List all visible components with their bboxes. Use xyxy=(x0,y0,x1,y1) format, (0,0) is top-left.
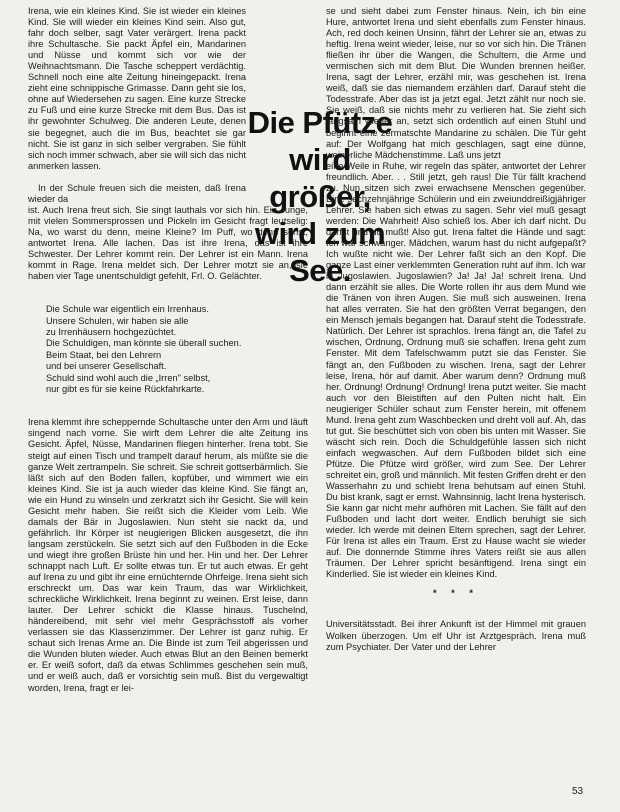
poem-line: zu Irrenhäusern hochgezüchtet. xyxy=(46,326,177,337)
poem xyxy=(46,304,308,395)
poem-line: nur gibt es für sie keine Rückfahrkarte. xyxy=(46,383,205,394)
paragraph: Irena klemmt ihre scheppernde Schultasche unter den Arm und läuft singend nach vorne. Sie wirft dem Lehrer die alte Zeitung ins Gesicht. Äpfel, Nüsse, Mandarinen fliegen hinterher. Irena tobt. Sie steigt auf einen Tisch und trampelt darauf herum, als müßte sie die ganze Welt zertrampeln. Sie schreit. Sie schreit gottserbärmlich. Sie läßt sich auf den Boden fallen, kopfüber, und wimmert wie ein kleines Kind. Sie ist ja auch wieder das kleine Kind. Sie fängt an, wie ein Hund zu winseln und zerkratzt sich ihr Gesicht. Sie will kein Gesicht mehr haben. Sie reißt sich die Kleider vom Leib. Wie damals der Bär in Jugoslawien. Nun steht sie nackt da, und gefährlich. Ihr Körper ist neugierigen Blicken ausgesetzt, die ihn langsam zerstückeln. Sie setzt sich auf den Fußboden in die Ecke und wiegt ihre großen Brüste hin und her. Hin und her. Der Lehrer schnappt nach Luft. Er sollte etwas tun. Er tut auch etwas. Er geht auf Irena zu und gibt ihr eine ernüchternde Ohrfeige. Irena sieht sich erschreckt um. Das war kein Traum, das war Wirklichkeit, schreckliche Wirklichkeit. Irena beginnt zu weinen. Erst leise, dann lauter. Der Lehrer schickt die Klasse hinaus. Tuschelnd, händereibend, mit sehr viel mehr Gesprächsstoff als vorher verlassen sie das Klassenzimmer. Der Lehrer ist ganz ruhig. Er schaut sich Irenas Arme an. Die Binde ist zum Teil abgerissen und die Wunden bluten wieder. Auch etwas Blut an den Beinen bemerkt er. Er weiß sofort, daß da etwas Schlimmes geschehen sein muß, und er weiß auch, daß er vorsichtig sein muß. Bist du vergewaltigt worden, Irena, fragt er lei- xyxy=(28,417,308,693)
poem-line: und bei unserer Gesellschaft. xyxy=(46,361,167,372)
poem-line: Beim Staat, bei den Lehrern xyxy=(46,349,162,360)
poem-line: Die Schule war eigentlich ein Irrenhaus. xyxy=(46,304,209,315)
section-separator: * * * xyxy=(433,588,479,599)
paragraph: ist. Auch Irena freut sich. Sie singt lauthals vor sich hin. Ein Junge, mit vielen Sommersprossen und Pickeln im Gesicht fragt leutselig: Na, wo warst du denn, meine Kleine? Im Puff, wo denn sonst, antwortet Irena. Alle lachen. Das ist ihre Irena, das ist ihre Schwester. Der Lehrer kommt rein. Der Lehrer ist ein Mann. Irena kommt in Rage. Irena meldet sich. Der Lehrer motzt sie an, sie haben vier Tage unentschuldigt gefehlt, Frl. O. Gelächter. xyxy=(28,204,308,282)
paragraph: eine Weile in Ruhe, wir regeln das später, antwortet der Lehrer freundlich. Aber. . . Still jetzt, geh raus! Die Tür fällt krachend zu. Nun sitzen sich zwei erwachsene Menschen gegenüber. Eine sechzehnjährige Schülerin und ein zweiunddreißigjähriger Lehrer. Sie haben sich etwas zu sagen. Sehr viel muß gesagt werden: Die Wahrheit! Also schieß los. Aber ich darf nicht. Du darfst und du mußt! Also gut. Irena faltet die Hände und sagt: Ich war schwanger. Mädchen, warum hast du nicht aufgepaßt? Ich wußte nicht wie. Der Lehrer faßt sich an den Kopf. Die ganze Last einer verklemmten Generation ruht auf ihm. Ich war in Jugoslawien. Jugoslawien? Ja! Ja! Ja! schreit Irena. Und dann erzählt sie alles. Die Worte rollen ihr aus dem Mund wie die Tränen von ihren Augen. Sie muß sich ausweinen. Irena hat alles verraten. Sie hat den größten Verrat begangen, den ein Mensch jemals begangen hat. Darauf steht die Todesstrafe. Natürlich. Der Lehrer ist sprachlos. Irena fängt an, die Tafel zu wischen, Ordnung, Ordnung muß sie schaffen. Irena geht zum Fenster. Mit dem Tafelschwamm putzt sie das Fenster. Sie fängt an, den Fußboden zu wischen. Irena, sagt der Lehrer leise, Irena, hör auf damit. Aber warum denn? Ordnung muß her. Ordnung! Ordnung! Ordnung! Irena putzt weiter. Sie macht auch vor den Bleistiften auf den Pulten nicht halt. Ein neugieriger Schüler schaut zum Fenster herein, mit offenem Mund. Irena geht zum Waschbecken und dreht voll auf. Ah, das tut gut. Sie beschüttet sich von oben bis unten mit Wasser. Sie wäscht sich rein. Doch die Schuldgefühle lassen sich nicht einfach wegwaschen. Auf dem Fußboden bildet sich eine Pfütze. Die Pfütze wird größer, wird zum See. Der Lehrer schreitet ein, groß und männlich. Mit festen Griffen dreht er den Wasserhahn zu und schiebt Irena behutsam auf einen Stuhl. Du bist krank, sagt er ernst. Wahnsinnig, lacht Irena hysterisch. Sie kann gar nicht mehr aufhören mit Lachen. Sie fällt auf den Fußboden und lacht dort weiter. Endlich beruhigt sie sich wieder. Ich werde mit deinen Eltern sprechen, sagt der Lehrer. Für Irena ist alles ein Traum. Erst zu Hause wacht sie wieder auf. Die donnernde Stimme ihres Vaters reißt sie aus allen Träumen. Der Lehrer spricht besänftigend. Irena singt ein Kinderlied. Sie ist wieder ein kleines Kind. xyxy=(326,160,586,580)
paragraph: se und sieht dabei zum Fenster hinaus. Nein, ich bin eine Hure, antwortet Irena und sieht ebenfalls zum Fenster hinaus. Ach, red doch keinen Unsinn, fährt der Lehrer sie an, etwas zu heftig. Irena weint wieder, leise, nur so vor sich hin. Die Tränen fließen ihr über die Wangen, die Schultern, die Arme und vermischen sich mit dem Blut. Die Wunden brennen heißer. Irena, sagt der Lehrer, erzähl mir, was geschehen ist. Irena weiß, daß sie das niemandem erzählen darf. Darauf steht die Todesstrafe. Aber das ist ja jetzt egal. Jetzt zählt nur noch sie. Sie weiß, daß sie nichts mehr zu verlieren hat. Sie zieht sich langsam wieder an, setzt sich ordentlich auf einen Stuhl und beginnt eine zermatschte Mandarine zu schälen. Die Tür geht auf: Der Wolfgang hat mich geschlagen, sagt eine dünne, weinerliche Mädchenstimme. Laß uns jetzt xyxy=(326,6,586,160)
poem-line: Schuld sind wohl auch die „Irren" selbst, xyxy=(46,372,211,383)
paragraph: Irena, wie ein kleines Kind. Sie ist wieder ein kleines Kind. Sie will wieder ein kleines Kind sein. Also gut, fahr doch selber, sagt Vater verärgert. Irena packt ihre Schultasche. Sie packt Äpfel ein, Mandarinen und Nüsse und kommt sich vor wie der Weihnachtsmann. Die Tasche scheppert verdächtig. Schnell noch eine alte Zeitung hineingepackt. Irena zieht eine schnippische Grimasse. Dann geht sie los, ohne auf Wiedersehen zu sagen. Eine kurze Strecke zu Fuß und eine kurze Strecke mit dem Bus. Das ist ihr gewohnter Schulweg. Die anderen Leute, denen sie begegnet, auch die im Bus, beachtet sie gar nicht. Sie ist ganz in sich selber vergraben. Sie fühlt sich noch immer schwach, aber sie will sich das nicht anmerken lassen. xyxy=(28,6,246,171)
paragraph-start: In der Schule freuen sich die meisten, daß Irena wieder da xyxy=(28,182,246,204)
paragraph xyxy=(28,183,246,205)
right-column xyxy=(326,6,586,653)
poem-line: Unsere Schulen, wir haben sie alle xyxy=(46,315,189,326)
paragraph: Universitätsstadt. Bei ihrer Ankunft ist der Himmel mit grauen Wolken überzogen. Um elf Uhr ist Arztgespräch. Irena muß zum Psychiater. Der Vater und der Lehrer xyxy=(326,619,586,652)
article-title: Die Pfütze wird größer, wird zum See. xyxy=(247,105,393,288)
poem-line: Die Schuldigen, man könnte sie überall suchen. xyxy=(46,338,242,349)
page-number: 53 xyxy=(572,786,584,797)
